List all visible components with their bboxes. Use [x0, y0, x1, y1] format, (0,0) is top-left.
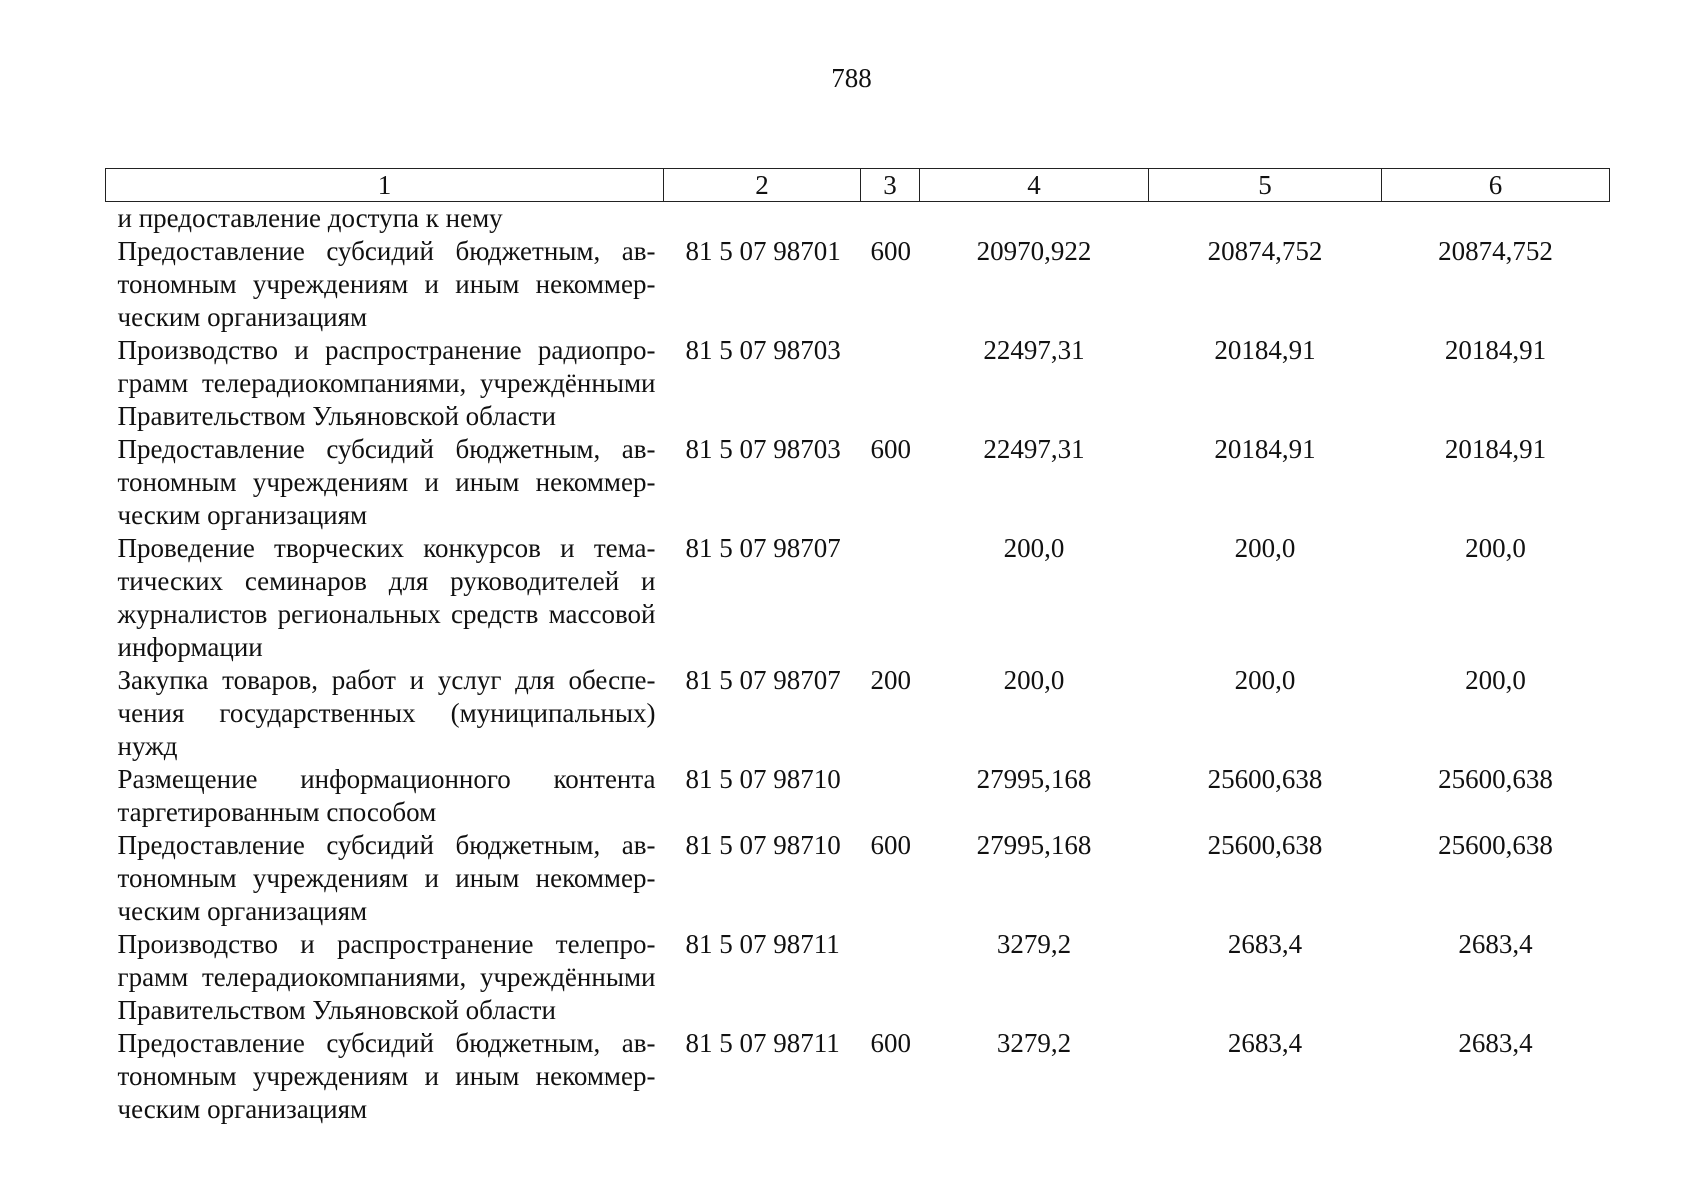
column-header-6: 6: [1382, 169, 1610, 202]
column-header-1: 1: [106, 169, 664, 202]
row-code: 81 5 07 98701: [685, 236, 841, 266]
row-value-3: 2683,4: [1458, 1028, 1533, 1058]
header-row: [106, 169, 1610, 202]
row-value-2: 20874,752: [1207, 236, 1323, 266]
row-value-1: [920, 202, 1149, 236]
row-value-3: 20184,91: [1444, 434, 1547, 464]
row-expense-type: [861, 202, 920, 236]
row-expense-type: 600: [870, 1028, 911, 1058]
table-row: [106, 829, 1610, 928]
row-name: Закупка товаров, работ и услуг для обеспечения государственных (муниципальных) нужд: [117, 665, 656, 761]
row-code: 81 5 07 98710: [685, 830, 841, 860]
row-value-2: [1149, 202, 1382, 236]
row-value-3: 200,0: [1465, 533, 1526, 563]
table-row: [106, 763, 1610, 829]
table-row: [106, 664, 1610, 763]
row-code: 81 5 07 98710: [685, 764, 841, 794]
row-value-3: 20874,752: [1438, 236, 1553, 266]
row-value-3: 25600,638: [1438, 764, 1553, 794]
row-code: 81 5 07 98711: [685, 929, 840, 959]
row-value-1: 200,0: [1003, 533, 1065, 563]
row-value-1: 3279,2: [996, 1028, 1072, 1058]
row-name: и предоставление доступа к нему: [117, 203, 503, 233]
row-name: Предоставление субсидий бюджетным, автономным учреждениям и иным некоммерческим организациям: [117, 236, 656, 332]
row-value-3: 200,0: [1465, 665, 1526, 695]
row-code: 81 5 07 98707: [685, 665, 841, 695]
table-row: [106, 202, 1610, 236]
row-name: Предоставление субсидий бюджетным, автономным учреждениям и иным некоммерческим организациям: [117, 434, 656, 530]
table-row: [106, 532, 1610, 664]
row-expense-type: [861, 763, 920, 829]
row-expense-type: [861, 532, 920, 664]
row-name: Производство и распространение радиопрограмм телерадиокомпаниями, учреждёнными Правительством Ульяновской области: [117, 335, 656, 431]
row-expense-type: 600: [870, 830, 911, 860]
row-value-2: 20184,91: [1214, 434, 1316, 464]
row-expense-type: 200: [870, 665, 911, 695]
table-row: [106, 433, 1610, 532]
row-code: 81 5 07 98707: [685, 533, 841, 563]
row-name: Размещение информационного контента таргетированным способом: [117, 764, 656, 827]
row-value-1: 20970,922: [976, 236, 1092, 266]
row-value-2: 200,0: [1234, 665, 1296, 695]
row-name: Проведение творческих конкурсов и тематических семинаров для руководителей и журналистов региональных средств массовой информации: [117, 533, 656, 662]
row-value-3: 20184,91: [1444, 335, 1547, 365]
column-header-4: 4: [920, 169, 1149, 202]
table-row: [106, 928, 1610, 1027]
row-expense-type: [861, 928, 920, 1027]
row-value-1: 200,0: [1003, 665, 1065, 695]
budget-table: [105, 168, 1610, 1126]
row-value-3: 2683,4: [1458, 929, 1533, 959]
row-name: Предоставление субсидий бюджетным, автономным учреждениям и иным некоммерческим организациям: [117, 1028, 656, 1124]
column-header-3: 3: [861, 169, 920, 202]
row-code: [664, 202, 861, 236]
row-value-2: 25600,638: [1207, 764, 1323, 794]
row-code: 81 5 07 98711: [685, 1028, 840, 1058]
row-code: 81 5 07 98703: [685, 434, 841, 464]
row-value-2: 200,0: [1234, 533, 1296, 563]
row-value-2: 2683,4: [1227, 929, 1303, 959]
table-row: [106, 1027, 1610, 1126]
row-value-1: 27995,168: [976, 764, 1092, 794]
row-value-1: 22497,31: [983, 434, 1085, 464]
column-header-2: 2: [664, 169, 861, 202]
row-value-2: 25600,638: [1207, 830, 1323, 860]
row-value-1: 3279,2: [996, 929, 1072, 959]
row-expense-type: 600: [870, 434, 911, 464]
row-expense-type: [861, 334, 920, 433]
row-name: Производство и распространение телепрограмм телерадиокомпаниями, учреждёнными Правительством Ульяновской области: [117, 929, 656, 1025]
table-row: [106, 235, 1610, 334]
column-header-5: 5: [1149, 169, 1382, 202]
row-expense-type: 600: [870, 236, 911, 266]
row-value-3: [1382, 202, 1610, 236]
row-value-1: 27995,168: [976, 830, 1092, 860]
table-row: [106, 334, 1610, 433]
row-value-2: 2683,4: [1227, 1028, 1303, 1058]
row-value-1: 22497,31: [983, 335, 1085, 365]
row-code: 81 5 07 98703: [685, 335, 841, 365]
row-value-2: 20184,91: [1214, 335, 1316, 365]
row-value-3: 25600,638: [1438, 830, 1553, 860]
row-name: Предоставление субсидий бюджетным, автономным учреждениям и иным некоммерческим организациям: [117, 830, 656, 926]
page-number: 788: [831, 63, 872, 93]
